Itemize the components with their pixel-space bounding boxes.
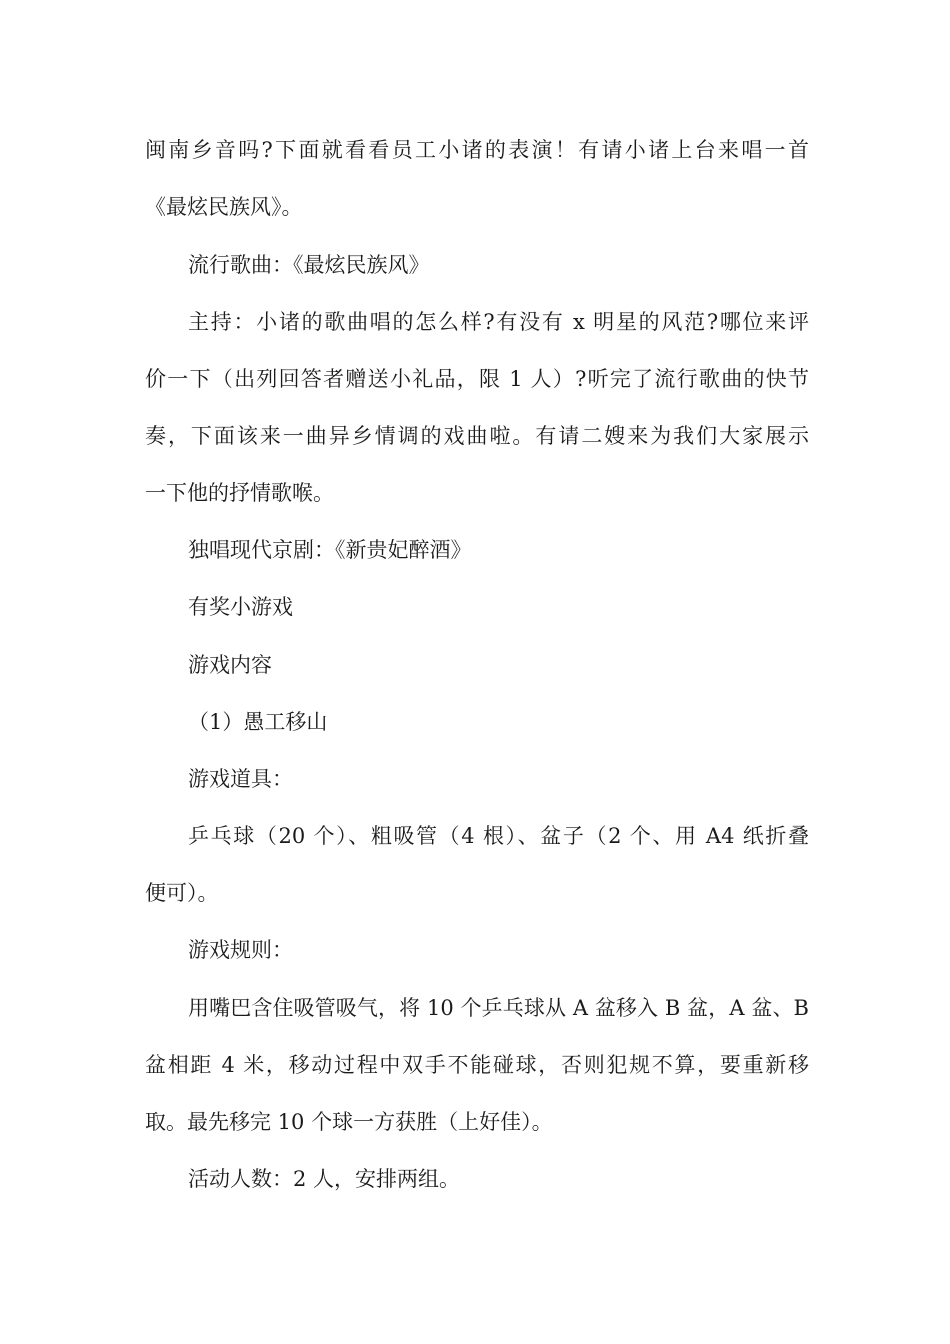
paragraph-line: 闽南乡音吗?下面就看看员工小诸的表演！有请小诸上台来唱一首 <box>145 138 809 162</box>
paragraph-line: 独唱现代京剧：《新贵妃醉酒》 <box>188 538 472 562</box>
paragraph-line: 奏，下面该来一曲异乡情调的戏曲啦。有请二嫂来为我们大家展示 <box>145 424 809 448</box>
paragraph-line: 乒乓球（20 个）、粗吸管（4 根）、盆子（2 个、用 A4 纸折叠 <box>188 824 809 848</box>
paragraph-line: 便可）。 <box>145 881 219 905</box>
paragraph-line: 价一下（出列回答者赠送小礼品，限 1 人）?听完了流行歌曲的快节 <box>145 367 809 391</box>
paragraph-line: （1）愚工移山 <box>188 710 328 734</box>
paragraph-line: 盆相距 4 米，移动过程中双手不能碰球，否则犯规不算，要重新移 <box>145 1053 809 1077</box>
paragraph-line: 一下他的抒情歌喉。 <box>145 481 334 505</box>
paragraph-line: 用嘴巴含住吸管吸气，将 10 个乒乓球从 A 盆移入 B 盆，A 盆、B <box>188 996 809 1020</box>
paragraph-line: 游戏道具： <box>188 767 293 791</box>
paragraph-line: 主持：小诸的歌曲唱的怎么样?有没有 x 明星的风范?哪位来评 <box>188 310 809 334</box>
paragraph-line: 游戏内容 <box>188 653 272 677</box>
paragraph-line: 取。最先移完 10 个球一方获胜（上好佳）。 <box>145 1110 553 1134</box>
paragraph-line: 有奖小游戏 <box>188 595 293 619</box>
paragraph-line: 游戏规则： <box>188 938 293 962</box>
paragraph-line: 活动人数：2 人，安排两组。 <box>188 1167 461 1191</box>
paragraph-line: 流行歌曲：《最炫民族风》 <box>188 253 430 277</box>
paragraph-line: 《最炫民族风》。 <box>145 195 303 219</box>
